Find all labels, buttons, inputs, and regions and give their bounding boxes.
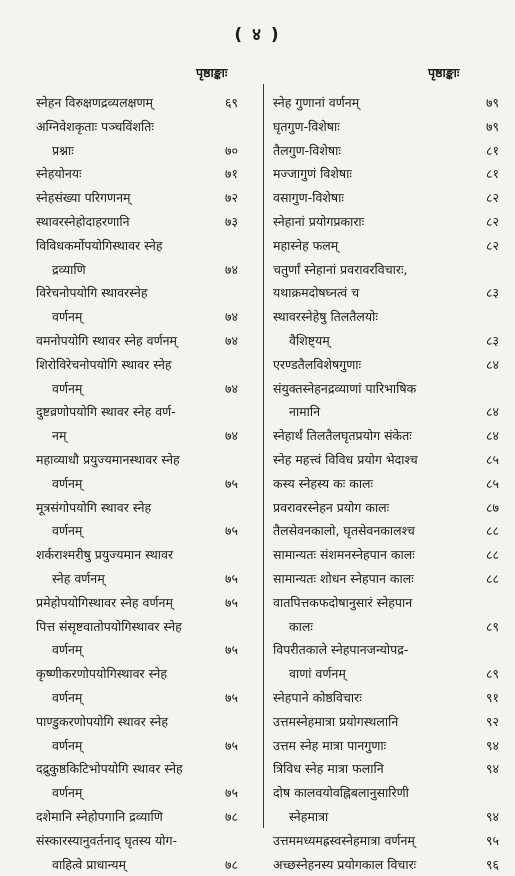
entry-text: अग्निवेशकृताः पञ्चविंशतिः xyxy=(36,115,154,139)
entry-page-number: ८५ xyxy=(486,448,499,472)
entry-page-number: ८३ xyxy=(486,329,499,353)
entry-page-number: ७४ xyxy=(225,305,238,329)
entry-page-number: ७५ xyxy=(225,472,238,496)
entry-text: कस्य स्नेहस्य कः कालः xyxy=(273,472,373,496)
entry-page-number: ७९ xyxy=(486,115,499,139)
entry-page-number: ७० xyxy=(225,139,238,163)
entry-text: वर्णनम् xyxy=(52,638,82,662)
index-entry-line xyxy=(266,519,515,543)
entry-page-number: ७८ xyxy=(225,805,238,829)
entry-page-number: ८७ xyxy=(486,496,499,520)
entry-text: द्रव्याणि xyxy=(52,258,86,282)
entry-page-number: ७९ xyxy=(486,91,499,115)
entry-text: स्नेहानां प्रयोगप्रकाराः xyxy=(273,210,364,234)
index-entry-line xyxy=(0,305,262,329)
entry-page-number: ९४ xyxy=(486,734,499,758)
entry-text: वर्णनम् xyxy=(52,781,82,805)
entry-text: वाहित्वे प्राधान्यम् xyxy=(52,853,126,876)
entry-text: प्रमेहोपयोगिस्थावर स्नेह वर्णनम् xyxy=(36,591,173,615)
index-entry-line xyxy=(266,734,515,758)
index-entry-line xyxy=(0,686,262,710)
entry-text: वर्णनम् xyxy=(52,472,82,496)
entry-text: नम् xyxy=(52,424,66,448)
entry-text: मूत्रसंगोपयोगि स्थावर स्नेह xyxy=(36,496,151,520)
entry-page-number: ७८ xyxy=(225,853,238,876)
left-column-heading: पृष्ठाङ्काः xyxy=(196,64,227,81)
entry-text: स्थावरस्नेहोदाहरणानि xyxy=(36,210,130,234)
entry-page-number: ७१ xyxy=(225,162,238,186)
index-entry-line xyxy=(0,734,262,758)
index-entry-line xyxy=(266,781,515,805)
index-entry-line xyxy=(0,496,262,520)
index-entry-line xyxy=(266,139,515,163)
entry-page-number: ७४ xyxy=(225,377,238,401)
entry-page-number: ८८ xyxy=(486,543,499,567)
entry-text: स्नेहार्थं तिलतैलघृतप्रयोग संकेतः xyxy=(273,424,412,448)
entry-page-number: ७५ xyxy=(225,638,238,662)
entry-page-number: ७४ xyxy=(225,329,238,353)
entry-text: दशेमानि स्नेहोपगानि द्रव्याणि xyxy=(36,805,163,829)
index-entry-line xyxy=(266,472,515,496)
index-entry-line xyxy=(0,615,262,639)
index-entry-line xyxy=(266,329,515,353)
entry-page-number: ९१ xyxy=(486,686,499,710)
entry-text: कालः xyxy=(289,615,313,639)
entry-text: विविधकर्मोपयोगिस्थावर स्नेह xyxy=(36,234,162,258)
entry-page-number: ७५ xyxy=(225,591,238,615)
entry-page-number: ८४ xyxy=(486,424,499,448)
entry-text: स्नेह महत्त्वं विविध प्रयोग भेदाश्च xyxy=(273,448,418,472)
entry-text: वर्णनम् xyxy=(52,377,82,401)
entry-text: अच्छस्नेहनस्य प्रयोगकाल विचारः xyxy=(273,853,416,876)
index-entry-line xyxy=(0,472,262,496)
index-entry-line xyxy=(266,281,515,305)
entry-page-number: ९५ xyxy=(486,829,499,853)
index-entry-line xyxy=(0,543,262,567)
entry-text: वर्णनम् xyxy=(52,734,82,758)
index-entry-line xyxy=(0,757,262,781)
entry-page-number: ८८ xyxy=(486,567,499,591)
entry-text: वैशिष्ट्यम् xyxy=(289,329,330,353)
entry-text: दुष्टव्रणोपयोगि स्थावर स्नेह वर्ण- xyxy=(36,400,176,424)
entry-text: शिरोविरेचनोपयोगि स्थावर स्नेह xyxy=(36,353,172,377)
entry-text: तैलगुण-विशेषाः xyxy=(273,139,341,163)
entry-page-number: ८९ xyxy=(486,662,499,686)
index-entry-line xyxy=(0,710,262,734)
entry-page-number: ८२ xyxy=(486,210,499,234)
entry-page-number: ९४ xyxy=(486,757,499,781)
entry-page-number: ७५ xyxy=(225,519,238,543)
index-entry-line xyxy=(266,377,515,401)
page-number-header: ( ४ ) xyxy=(0,22,515,45)
entry-text: सामान्यतः शोधन स्नेहपान कालः xyxy=(273,567,414,591)
entry-text: एरण्डतैलविशेषगुणाः xyxy=(273,353,361,377)
entry-text: कृष्णीकरणोपयोगिस्थावर स्नेह xyxy=(36,662,167,686)
index-entry-line xyxy=(0,186,262,210)
entry-page-number: ७२ xyxy=(225,186,238,210)
entry-text: प्रश्नाः xyxy=(52,139,74,163)
entry-text: त्रिविध स्नेह मात्रा फलानि xyxy=(273,757,384,781)
index-entry-line xyxy=(266,91,515,115)
index-entry-line xyxy=(0,853,262,876)
entry-text: नामानि xyxy=(289,400,320,424)
index-entry-line xyxy=(0,329,262,353)
index-entry-line xyxy=(266,543,515,567)
index-entry-line xyxy=(266,186,515,210)
entry-text: उत्तममध्यमह्रस्वस्नेहमात्रा वर्णनम् xyxy=(273,829,415,853)
index-entry-line xyxy=(266,757,515,781)
index-entry-line xyxy=(0,638,262,662)
entry-text: पाण्डुकरणोपयोगि स्थावर स्नेह xyxy=(36,710,168,734)
index-entry-line xyxy=(0,448,262,472)
entry-text: तैलसेवनकालो, घृतसेवनकालश्च xyxy=(273,519,415,543)
entry-page-number: ९४ xyxy=(486,805,499,829)
entry-text: सामान्यतः संशमनस्नेहपान कालः xyxy=(273,543,415,567)
index-entry-line xyxy=(0,234,262,258)
entry-page-number: ६९ xyxy=(225,91,238,115)
entry-page-number: ७४ xyxy=(225,258,238,282)
index-entry-line xyxy=(266,353,515,377)
entry-text: घृतगुण-विशेषाः xyxy=(273,115,340,139)
entry-page-number: ८३ xyxy=(486,281,499,305)
entry-text: वातपित्तकफदोषानुसारं स्नेहपान xyxy=(273,591,412,615)
index-entry-line xyxy=(266,567,515,591)
entry-page-number: ७५ xyxy=(225,734,238,758)
index-entry-line xyxy=(266,448,515,472)
entry-text: वसागुण-विशेषाः xyxy=(273,186,344,210)
index-entry-line xyxy=(266,686,515,710)
index-entry-line xyxy=(266,710,515,734)
index-entry-line xyxy=(0,805,262,829)
entry-text: स्नेह गुणानां वर्णनम् xyxy=(273,91,359,115)
entry-text: विपरीतकाले स्नेहपानजन्योपद्र- xyxy=(273,638,408,662)
entry-text: स्नेहपाने कोष्ठविचारः xyxy=(273,686,362,710)
index-entry-line xyxy=(0,591,262,615)
index-entry-line xyxy=(0,567,262,591)
index-entry-line xyxy=(0,115,262,139)
entry-text: स्नेहमात्रा xyxy=(289,805,328,829)
entry-text: संयुक्तस्नेहनद्रव्याणां पारिभाषिक xyxy=(273,377,416,401)
right-index-column xyxy=(266,91,515,876)
entry-page-number: ७५ xyxy=(225,686,238,710)
entry-text: शर्कराश्मरीषु प्रयुज्यमान स्थावर xyxy=(36,543,173,567)
index-entry-line xyxy=(0,377,262,401)
index-entry-line xyxy=(266,853,515,876)
entry-text: दद्रुकुष्ठकिटिभोपयोगि स्थावर स्नेह xyxy=(36,757,183,781)
index-entry-line xyxy=(266,424,515,448)
entry-text: स्नेहन विरुक्षणद्रव्यलक्षणम् xyxy=(36,91,153,115)
index-entry-line xyxy=(266,638,515,662)
entry-text: मज्जागुणं विशेषाः xyxy=(273,162,352,186)
index-entry-line xyxy=(266,615,515,639)
entry-text: यथाक्रमदोषघ्नत्वं च xyxy=(273,281,359,305)
index-entry-line xyxy=(266,591,515,615)
entry-page-number: ७३ xyxy=(225,210,238,234)
left-index-column xyxy=(0,91,262,876)
index-entry-line xyxy=(0,829,262,853)
index-entry-line xyxy=(266,115,515,139)
index-entry-line xyxy=(0,519,262,543)
index-entry-line xyxy=(0,400,262,424)
entry-page-number: ८४ xyxy=(486,353,499,377)
entry-text: चतुर्णां स्नेहानां प्रवरावरविचारः, xyxy=(273,258,408,282)
index-entry-line xyxy=(266,829,515,853)
entry-text: विरेचनोपयोगि स्थावरस्नेह xyxy=(36,281,148,305)
index-entry-line xyxy=(0,781,262,805)
entry-page-number: ८१ xyxy=(486,139,499,163)
entry-page-number: ८१ xyxy=(486,162,499,186)
index-entry-line xyxy=(0,281,262,305)
entry-page-number: ९६ xyxy=(486,853,499,876)
index-entry-line xyxy=(0,139,262,163)
index-entry-line xyxy=(0,353,262,377)
index-entry-line xyxy=(0,662,262,686)
entry-text: वाणां वर्णनम् xyxy=(289,662,346,686)
entry-page-number: ९२ xyxy=(486,710,499,734)
index-entry-line xyxy=(0,91,262,115)
right-column-heading: पृष्ठाङ्काः xyxy=(428,64,459,81)
index-entry-line xyxy=(0,210,262,234)
index-entry-line xyxy=(0,424,262,448)
entry-page-number: ८८ xyxy=(486,519,499,543)
entry-page-number: ७४ xyxy=(225,424,238,448)
entry-page-number: ८४ xyxy=(486,400,499,424)
entry-text: स्नेहयोनयः xyxy=(36,162,82,186)
entry-page-number: ७५ xyxy=(225,781,238,805)
entry-text: स्नेहसंख्या परिगणनम् xyxy=(36,186,131,210)
entry-text: दोष कालवयोवह्निबलानुसारिणी xyxy=(273,781,409,805)
entry-text: वर्णनम् xyxy=(52,519,82,543)
entry-text: वमनोपयोगि स्थावर स्नेह वर्णनम् xyxy=(36,329,177,353)
entry-text: स्नेह वर्णनम् xyxy=(52,567,105,591)
index-entry-line xyxy=(266,162,515,186)
entry-page-number: ८५ xyxy=(486,472,499,496)
entry-text: वर्णनम् xyxy=(52,686,82,710)
index-entry-line xyxy=(266,210,515,234)
entry-page-number: ८२ xyxy=(486,234,499,258)
entry-page-number: ७५ xyxy=(225,567,238,591)
entry-text: उत्तमस्नेहमात्रा प्रयोगस्थलानि xyxy=(273,710,398,734)
entry-text: संस्कारस्यानुवर्तनाद् घृतस्य योग- xyxy=(36,829,177,853)
entry-text: पित्त संसृष्टवातोपयोगिस्थावर स्नेह xyxy=(36,615,182,639)
entry-text: स्थावरस्नेहेषु तिलतैलयोः xyxy=(273,305,378,329)
index-entry-line xyxy=(266,496,515,520)
entry-text: महास्नेह फलम् xyxy=(273,234,338,258)
index-entry-line xyxy=(266,305,515,329)
index-entry-line xyxy=(266,662,515,686)
entry-page-number: ८२ xyxy=(486,186,499,210)
column-divider xyxy=(263,84,264,828)
entry-text: प्रवरावरस्नेहन प्रयोग कालः xyxy=(273,496,389,520)
entry-text: उत्तम स्नेह मात्रा पानगुणाः xyxy=(273,734,386,758)
index-entry-line xyxy=(266,234,515,258)
index-entry-line xyxy=(266,258,515,282)
entry-text: वर्णनम् xyxy=(52,305,82,329)
entry-text: महाव्याधौ प्रयुज्यमानस्थावर स्नेह xyxy=(36,448,180,472)
index-entry-line xyxy=(266,400,515,424)
index-entry-line xyxy=(266,805,515,829)
entry-page-number: ८९ xyxy=(486,615,499,639)
index-entry-line xyxy=(0,162,262,186)
index-entry-line xyxy=(0,258,262,282)
